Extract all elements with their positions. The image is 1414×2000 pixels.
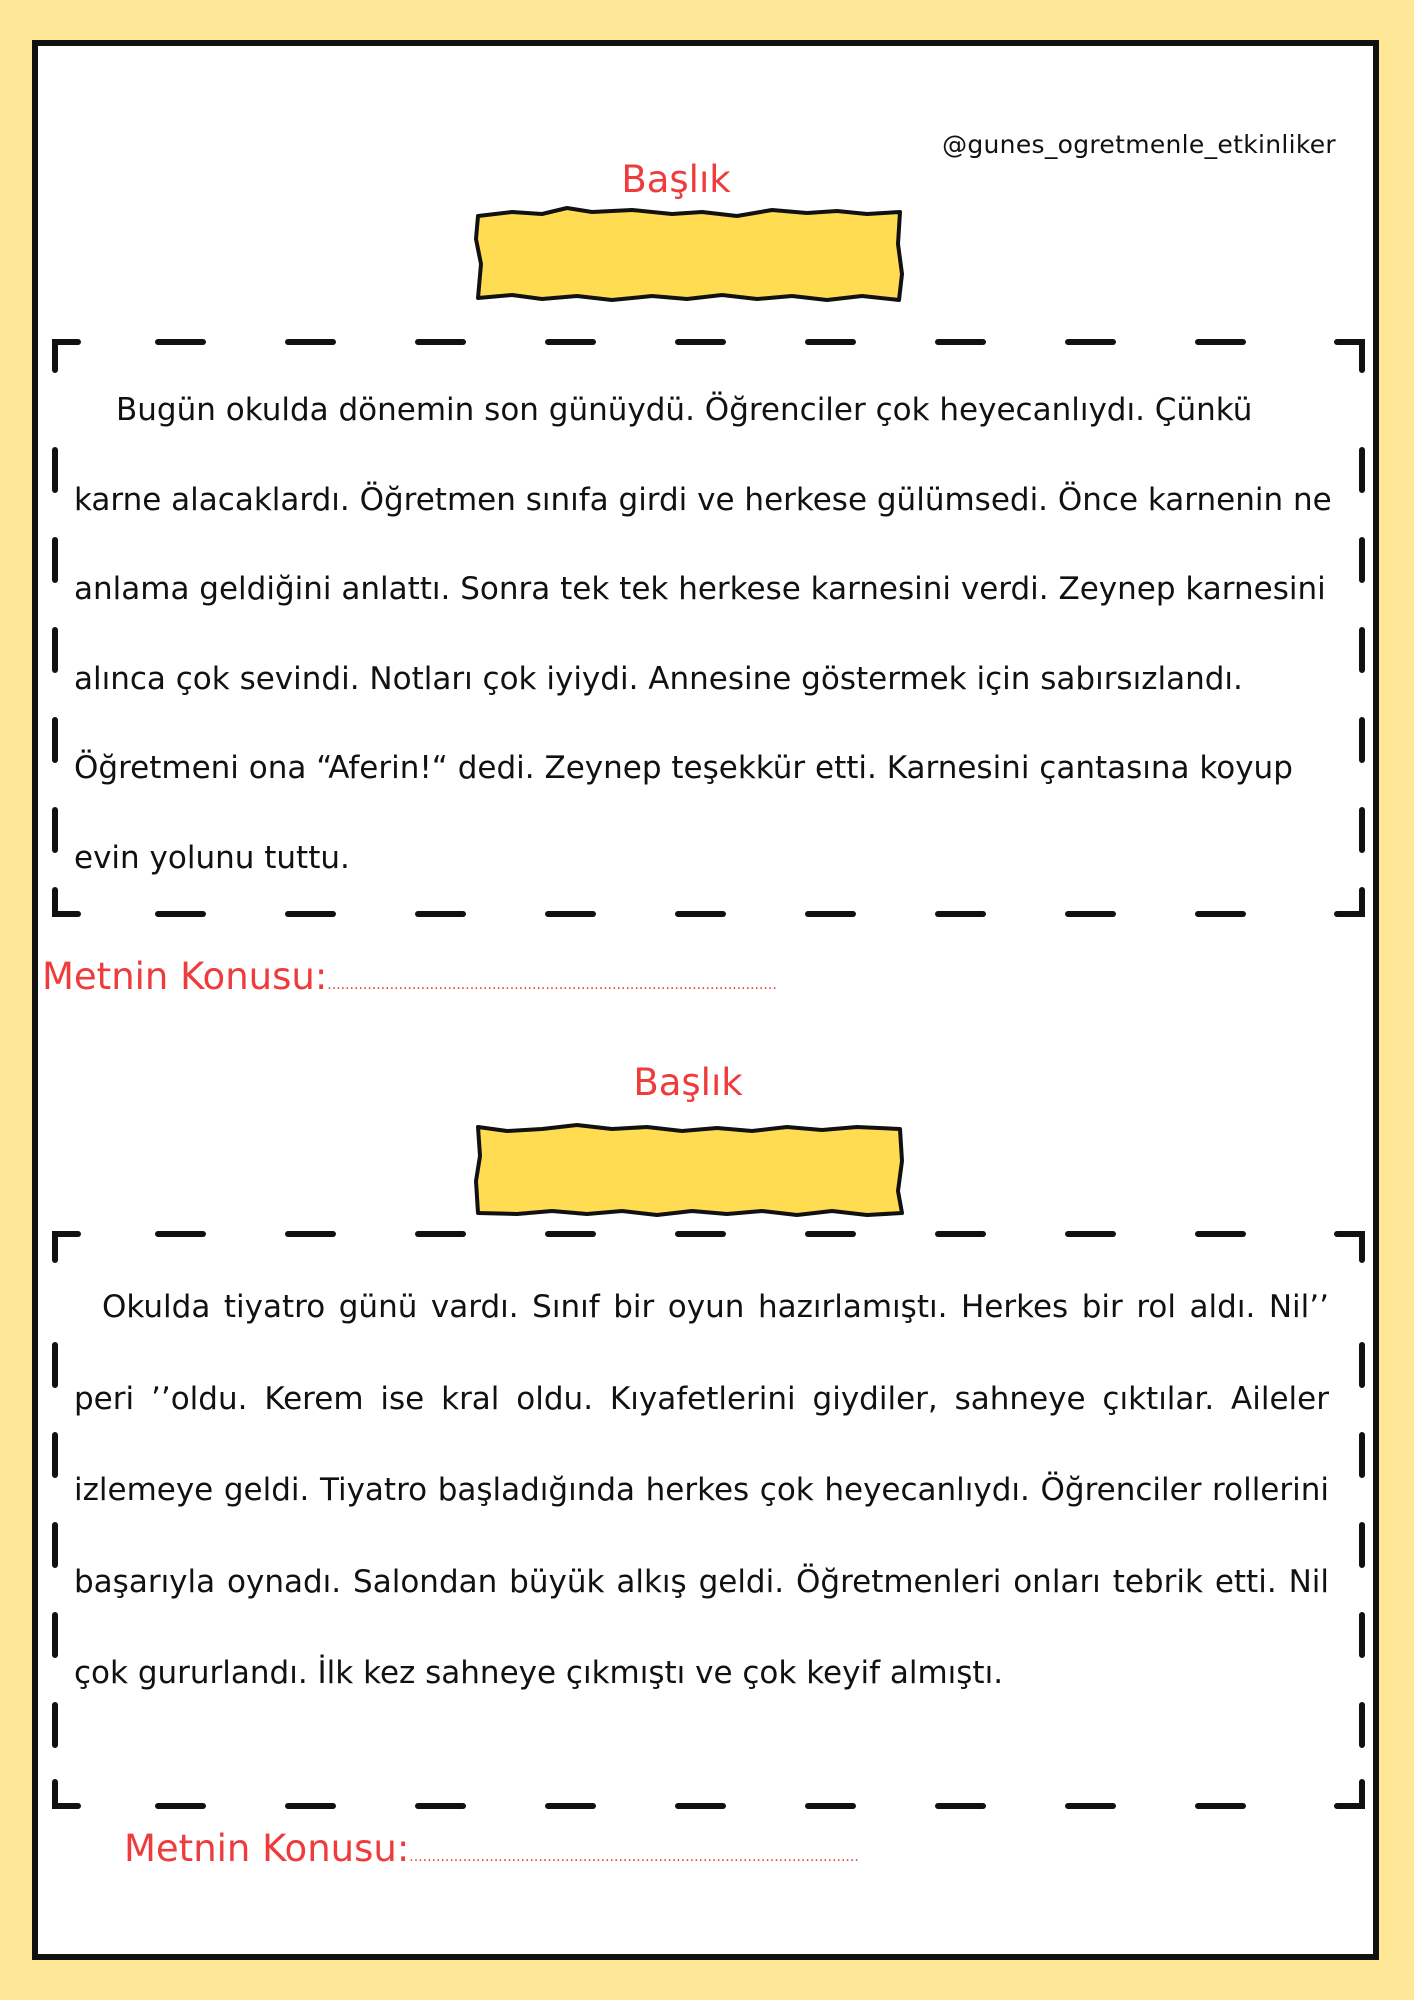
title-label-2: Başlık <box>633 1061 743 1104</box>
topic-dots-2: ..................................................................................................... <box>409 1849 859 1865</box>
title-tape-2[interactable] <box>472 1121 906 1221</box>
topic-line-2[interactable] <box>124 1827 859 1870</box>
passage-2: Okulda tiyatro günü vardı. Sınıf bir oyun hazırlamıştı. Herkes bir rol aldı. Nil’’ peri ’’oldu. Kerem ise kral oldu. Kıyafetlerini giydiler, sahneye çıktılar. Aileler izlemeye geldi. Tiyatro başladığında herkes çok heyecanlıydı. Öğrenciler rollerini başarıyla oynadı. Salondan büyük alkış geldi. Öğretmenleri onları tebrik etti. Nil çok gururlandı. İlk kez sahneye çıkmıştı ve çok keyif almıştı. <box>74 1289 1329 1691</box>
title-tape-1[interactable] <box>472 204 906 304</box>
topic-label-2: Metnin Konusu: <box>124 1827 410 1870</box>
author-handle: @gunes_ogretmenle_etkinliker <box>942 130 1336 159</box>
topic-label-1: Metnin Konusu: <box>42 955 328 998</box>
topic-line-1[interactable] <box>42 955 777 998</box>
title-label-1: Başlık <box>621 158 731 201</box>
topic-dots-1: ..................................................................................................... <box>327 977 777 993</box>
passage-1: Bugün okulda dönemin son günüydü. Öğrenciler çok heyecanlıydı. Çünkü karne alacaklardı. Öğretmen sınıfa girdi ve herkese gülümsedi. Önce karnenin ne anlama geldiğini anlattı. Sonra tek tek herkese karnesini verdi. Zeynep karnesini alınca çok sevindi. Notları çok iyiydi. Annesine göstermek için sabırsızlandı. Öğretmeni ona “Aferin!“ dedi. Zeynep teşekkür etti. Karnesini çantasına koyup evin yolunu tuttu. <box>74 392 1332 876</box>
